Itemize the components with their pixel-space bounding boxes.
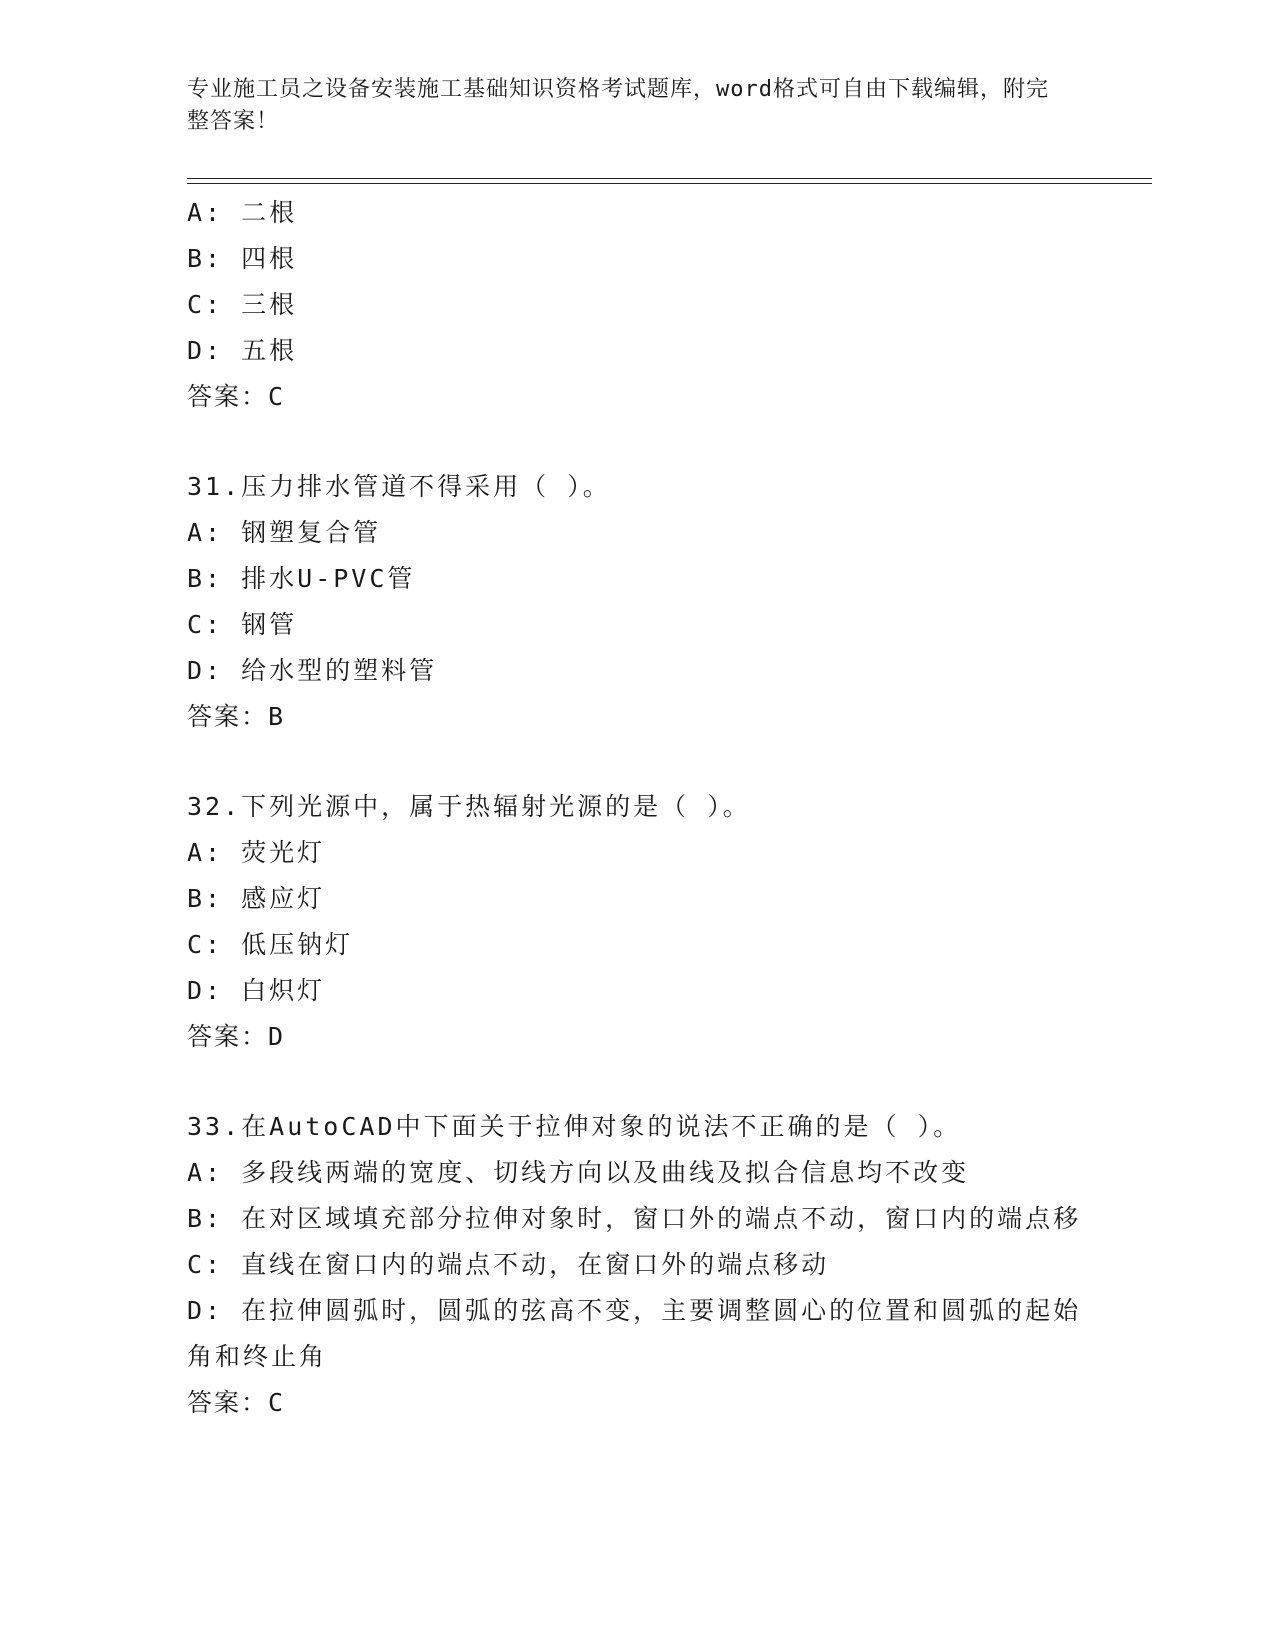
- option-a: A: 二根: [187, 198, 298, 227]
- option-c: C: 低压钠灯: [187, 930, 354, 959]
- header-rule-top: [187, 178, 1152, 179]
- option-a: A: 钢塑复合管: [187, 518, 382, 547]
- question-33: [187, 1104, 1087, 1426]
- option-c: C: 三根: [187, 290, 298, 319]
- question-31: [187, 464, 1087, 740]
- answer-line: 答案：C: [187, 382, 286, 411]
- option-b: B: 四根: [187, 244, 298, 273]
- option-b: B: 排水U-PVC管: [187, 564, 416, 593]
- question-stem: 33.在AutoCAD中下面关于拉伸对象的说法不正确的是（ ）。: [187, 1112, 962, 1141]
- option-a: A: 多段线两端的宽度、切线方向以及曲线及拟合信息均不改变: [187, 1158, 970, 1187]
- answer-line: 答案：B: [187, 702, 286, 731]
- question-list: [187, 190, 1087, 1426]
- option-d: D: 白炽灯: [187, 976, 326, 1005]
- question-stem: 32.下列光源中，属于热辐射光源的是（ ）。: [187, 792, 751, 821]
- question-30-partial: [187, 190, 1087, 420]
- question-stem: 31.压力排水管道不得采用（ ）。: [187, 472, 611, 501]
- option-d: D: 在拉伸圆弧时，圆弧的弦高不变，主要调整圆心的位置和圆弧的起始角和终止角: [187, 1296, 1082, 1371]
- option-d: D: 五根: [187, 336, 298, 365]
- header-rule-bottom: [187, 183, 1152, 184]
- option-a: A: 荧光灯: [187, 838, 326, 867]
- answer-line: 答案：C: [187, 1388, 286, 1417]
- option-b: B: 在对区域填充部分拉伸对象时，窗口外的端点不动，窗口内的端点移: [187, 1204, 1082, 1233]
- option-c: C: 直线在窗口内的端点不动，在窗口外的端点移动: [187, 1250, 830, 1279]
- question-32: [187, 784, 1087, 1060]
- option-b: B: 感应灯: [187, 884, 326, 913]
- document-header: 专业施工员之设备安装施工基础知识资格考试题库，word格式可自由下载编辑，附完整答案！: [187, 77, 1049, 134]
- option-d: D: 给水型的塑料管: [187, 656, 438, 685]
- answer-line: 答案：D: [187, 1022, 286, 1051]
- option-c: C: 钢管: [187, 610, 298, 639]
